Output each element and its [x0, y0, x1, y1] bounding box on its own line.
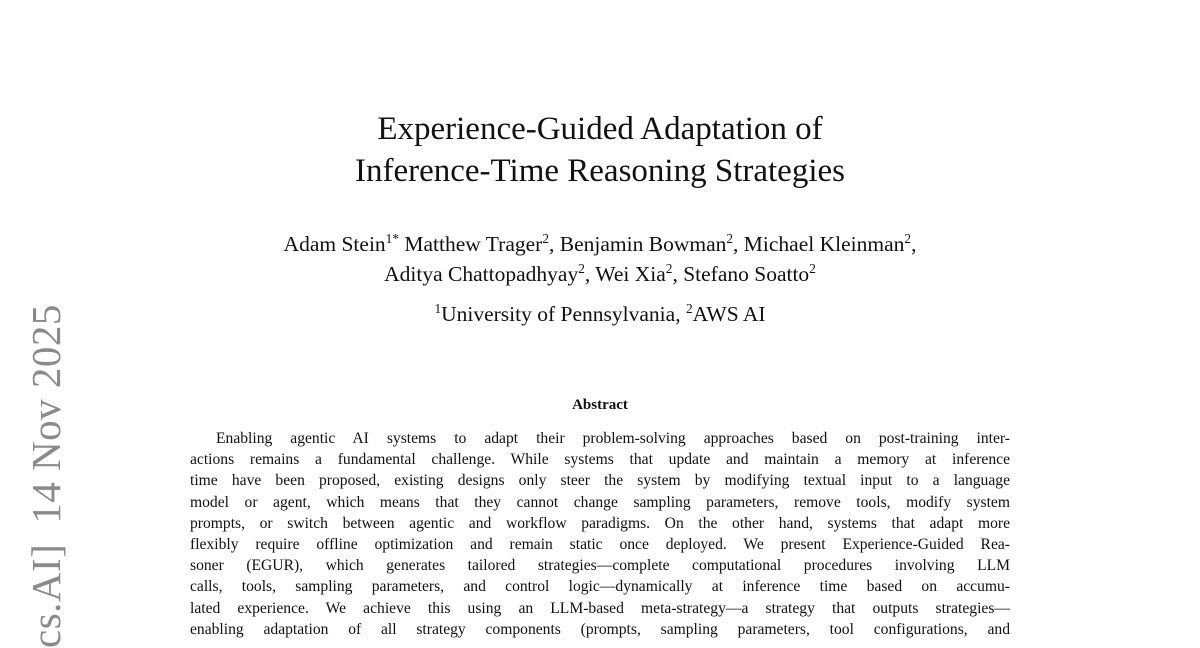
affiliation-mark: 2 [578, 260, 585, 276]
abstract-line: model or agent, which means that they cannot change sampling parameters, remove tools, modify system [190, 493, 1010, 511]
paper-title [0, 108, 1200, 192]
abstract-line: enabling adaptation of all strategy components (prompts, sampling parameters, tool configurations, and [190, 620, 1010, 638]
affiliation-name: University of Pennsylvania [441, 302, 676, 326]
affiliation-mark: 1 [385, 230, 393, 246]
arxiv-identifier-stamp [22, 304, 70, 648]
abstract-line: lated experience. We achieve this using an LLM-based meta-strategy—a strategy that outputs strategies— [190, 599, 1010, 617]
author-name: Michael Kleinman [743, 232, 905, 256]
affiliation-mark: 2 [542, 230, 550, 246]
affiliation-mark: 2 [685, 300, 693, 316]
author-list [0, 229, 1200, 289]
affiliation-mark: 2 [904, 230, 912, 246]
author-name: Matthew Trager [404, 232, 543, 256]
corresponding-mark: * [392, 230, 400, 246]
abstract-line: soner (EGUR), which generates tailored strategies—complete computational procedures involving LLM [190, 557, 1010, 575]
author-name: Stefano Soatto [683, 262, 810, 286]
affiliations: $^1$University of Pennsylvania, $^2$AWS AI [434, 300, 766, 326]
abstract-line: Enabling agentic AI systems to adapt their problem-solving approaches based on post-training inter- [216, 430, 1010, 447]
author-line-1: Adam Stein$^{1*}$ Matthew Trager$^2$, Benjamin Bowman$^2$, Michael Kleinman$^2$, [283, 230, 917, 256]
author-name: Wei Xia [595, 262, 666, 286]
author-line-2: Aditya Chattopadhyay$^2$, Wei Xia$^2$, Stefano Soatto$^2$ [384, 260, 816, 286]
affiliation-mark: 2 [726, 230, 734, 246]
abstract-line: prompts, or switch between agentic and workflow paradigms. On the other hand, systems that adapt more [190, 514, 1010, 532]
abstract-line: actions remains a fundamental challenge. While systems that update and maintain a memory at inference [190, 451, 1010, 469]
affiliation-mark: 2 [665, 260, 673, 276]
title-line-2: Inference-Time Reasoning Strategies [355, 153, 845, 189]
abstract-line: flexibly require offline optimization and remain static once deployed. We present Experience-Guided Rea- [190, 536, 1010, 554]
affiliation-name: AWS AI [692, 302, 766, 326]
author-name: Aditya Chattopadhyay [384, 262, 579, 286]
title-line-1: Experience-Guided Adaptation of [377, 111, 823, 147]
arxiv-category: cs.AI] [23, 543, 69, 648]
abstract-line: calls, tools, sampling parameters, and control logic—dynamically at inference time based on accumu- [190, 578, 1010, 596]
affiliation-mark: 2 [809, 260, 816, 276]
abstract-line: time have been proposed, existing designs only steer the system by modifying textual input to a language [190, 472, 1010, 490]
abstract-heading: Abstract [572, 397, 628, 413]
author-name: Adam Stein [283, 232, 386, 256]
affiliation-mark: 1 [434, 300, 442, 316]
author-name: Benjamin Bowman [559, 232, 727, 256]
arxiv-date: 14 Nov 2025 [23, 304, 69, 524]
abstract-body [190, 428, 1010, 640]
